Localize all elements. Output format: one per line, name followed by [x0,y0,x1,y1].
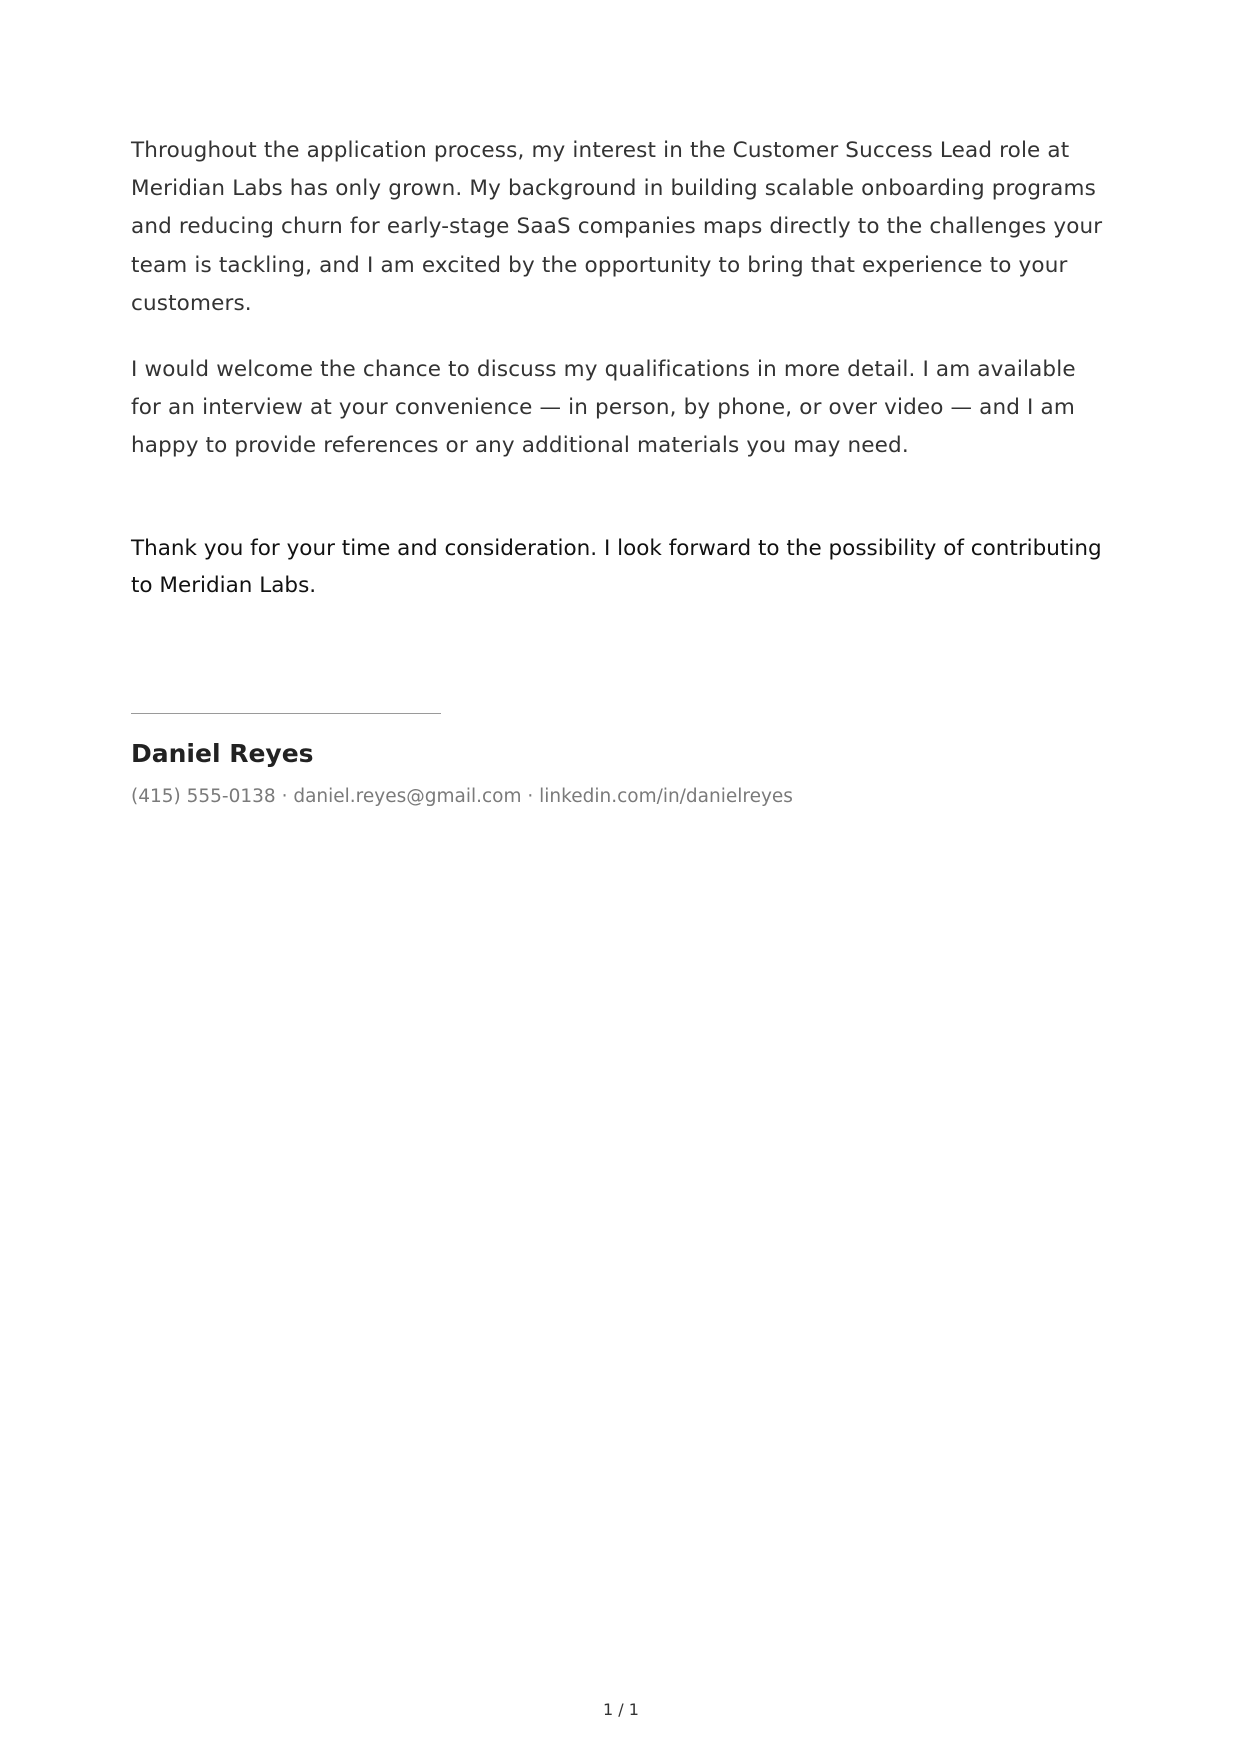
body-paragraph-availability: I would welcome the chance to discuss my qualifications in more detail. I am available for an interview at your convenience — in person, by phone, or over video — and I am happy to provide references or any additional materials you may need. [131,357,1076,459]
body-paragraph-interest: Throughout the application process, my interest in the Customer Success Lead role at Meridian Labs has only grown. My background in building scalable onboarding programs and reducing churn for early-stage SaaS companies maps directly to the challenges your team is tackling, and I am excited by the opportunity to bring that experience to your customers. [131,138,1103,316]
closing-statement: Thank you for your time and consideration. I look forward to the possibility of contributing to Meridian Labs. [131,536,1102,598]
contact-details: (415) 555-0138 · daniel.reyes@gmail.com · linkedin.com/in/danielreyes [131,786,793,807]
signature-name: Daniel Reyes [131,739,314,768]
page-number: 1 / 1 [603,1700,639,1719]
letter-body [131,132,1111,466]
signature-line [131,713,441,714]
